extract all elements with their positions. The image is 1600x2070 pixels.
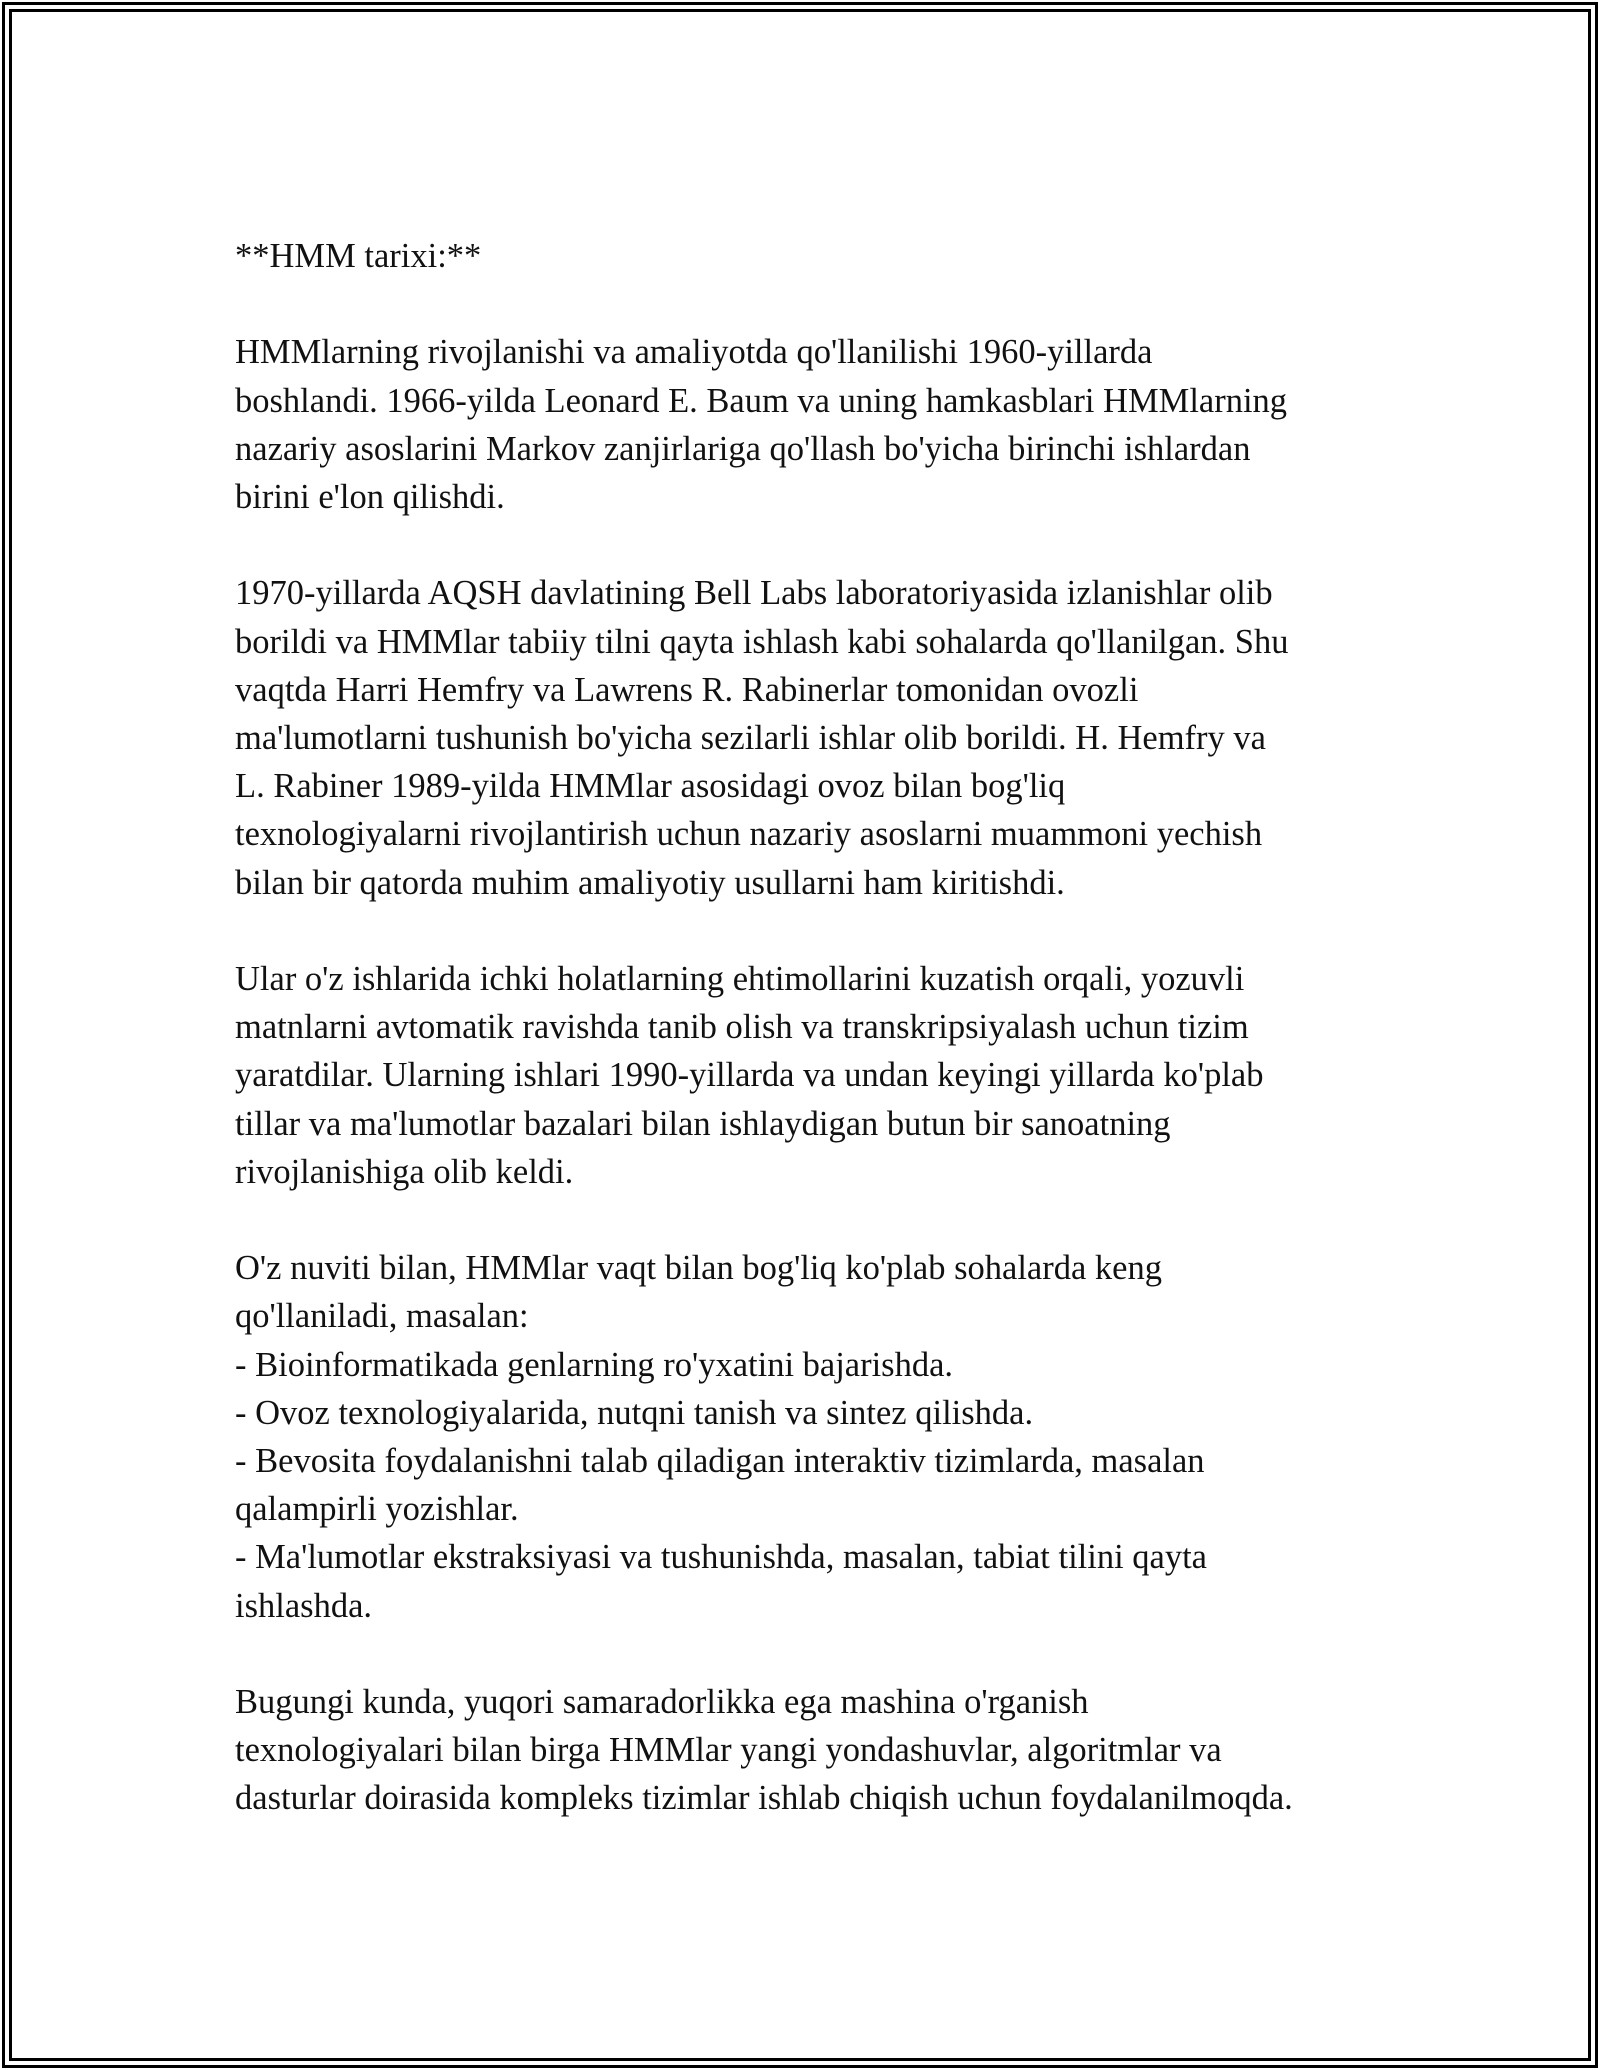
text-line: dasturlar doirasida kompleks tizimlar ishlab chiqish uchun foydalanilmoqda. (235, 1779, 1293, 1818)
paragraph-gap (235, 521, 1375, 569)
list-item: - Ovoz texnologiyalarida, nutqni tanish va sintez qilishda. (235, 1393, 1034, 1432)
text-line: vaqtda Harri Hemfry va Lawrens R. Rabinerlar tomonidan ovozli (235, 670, 1139, 709)
paragraph-today (235, 1678, 1375, 1823)
paragraph-gap (235, 1196, 1375, 1244)
text-line: Ular o'z ishlarida ichki holatlarning ehtimollarini kuzatish orqali, yozuvli (235, 960, 1245, 998)
list-item: - Bioinformatikada genlarning ro'yxatini bajarishda. (235, 1345, 954, 1384)
document-heading: **HMM tarixi:** (235, 237, 482, 275)
list-item: - Ma'lumotlar ekstraksiyasi va tushunishda, masalan, tabiat tilini qayta (235, 1538, 1207, 1577)
text-line: L. Rabiner 1989-yilda HMMlar asosidagi ovoz bilan bog'liq (235, 767, 1066, 806)
paragraph-recognition-systems (235, 955, 1375, 1196)
text-line: boshlandi. 1966-yilda Leonard E. Baum va uning hamkasblari HMMlarning (235, 381, 1288, 420)
paragraph-gap (235, 907, 1375, 955)
paragraph-gap (235, 1630, 1375, 1678)
text-line: 1970-yillarda AQSH davlatining Bell Labs laboratoriyasida izlanishlar olib (235, 574, 1273, 613)
list-item-continuation: qalampirli yozishlar. (235, 1490, 519, 1529)
text-line: borildi va HMMlar tabiiy tilni qayta ishlash kabi sohalarda qo'llanilgan. Shu (235, 622, 1289, 661)
text-line: yaratdilar. Ularning ishlari 1990-yillarda va undan keyingi yillarda ko'plab (235, 1056, 1264, 1095)
list-item: - Bevosita foydalanishni talab qiladigan interaktiv tizimlarda, masalan (235, 1442, 1205, 1481)
text-line: texnologiyalari bilan birga HMMlar yangi yondashuvlar, algoritmlar va (235, 1731, 1222, 1770)
text-line: nazariy asoslarini Markov zanjirlariga qo'llash bo'yicha birinchi ishlardan (235, 429, 1251, 468)
text-line: HMMlarning rivojlanishi va amaliyotda qo'llanilishi 1960-yillarda (235, 333, 1153, 372)
text-line: rivojlanishiga olib keldi. (235, 1152, 574, 1191)
text-line: birini e'lon qilishdi. (235, 478, 505, 516)
document-body (235, 232, 1375, 1823)
text-line: tillar va ma'lumotlar bazalari bilan ishlaydigan butun bir sanoatning (235, 1104, 1171, 1143)
list-item-continuation: ishlashda. (235, 1586, 373, 1625)
paragraph-gap (235, 280, 1375, 328)
text-line: matnlarni avtomatik ravishda tanib olish va transkripsiyalash uchun tizim (235, 1008, 1249, 1047)
text-line: Bugungi kunda, yuqori samaradorlikka ega mashina o'rganish (235, 1683, 1089, 1722)
text-line: ma'lumotlarni tushunish bo'yicha sezilarli ishlar olib borildi. H. Hemfry va (235, 719, 1266, 757)
paragraph-history-start (235, 328, 1375, 521)
paragraph-bell-labs (235, 569, 1375, 906)
text-line: texnologiyalarni rivojlantirish uchun nazariy asoslarni muammoni yechish (235, 815, 1263, 854)
paragraph-applications-list (235, 1244, 1375, 1630)
text-line: qo'llaniladi, masalan: (235, 1297, 529, 1336)
text-line: O'z nuviti bilan, HMMlar vaqt bilan bog'liq ko'plab sohalarda keng (235, 1249, 1162, 1288)
text-line: bilan bir qatorda muhim amaliyotiy usullarni ham kiritishdi. (235, 863, 1065, 902)
